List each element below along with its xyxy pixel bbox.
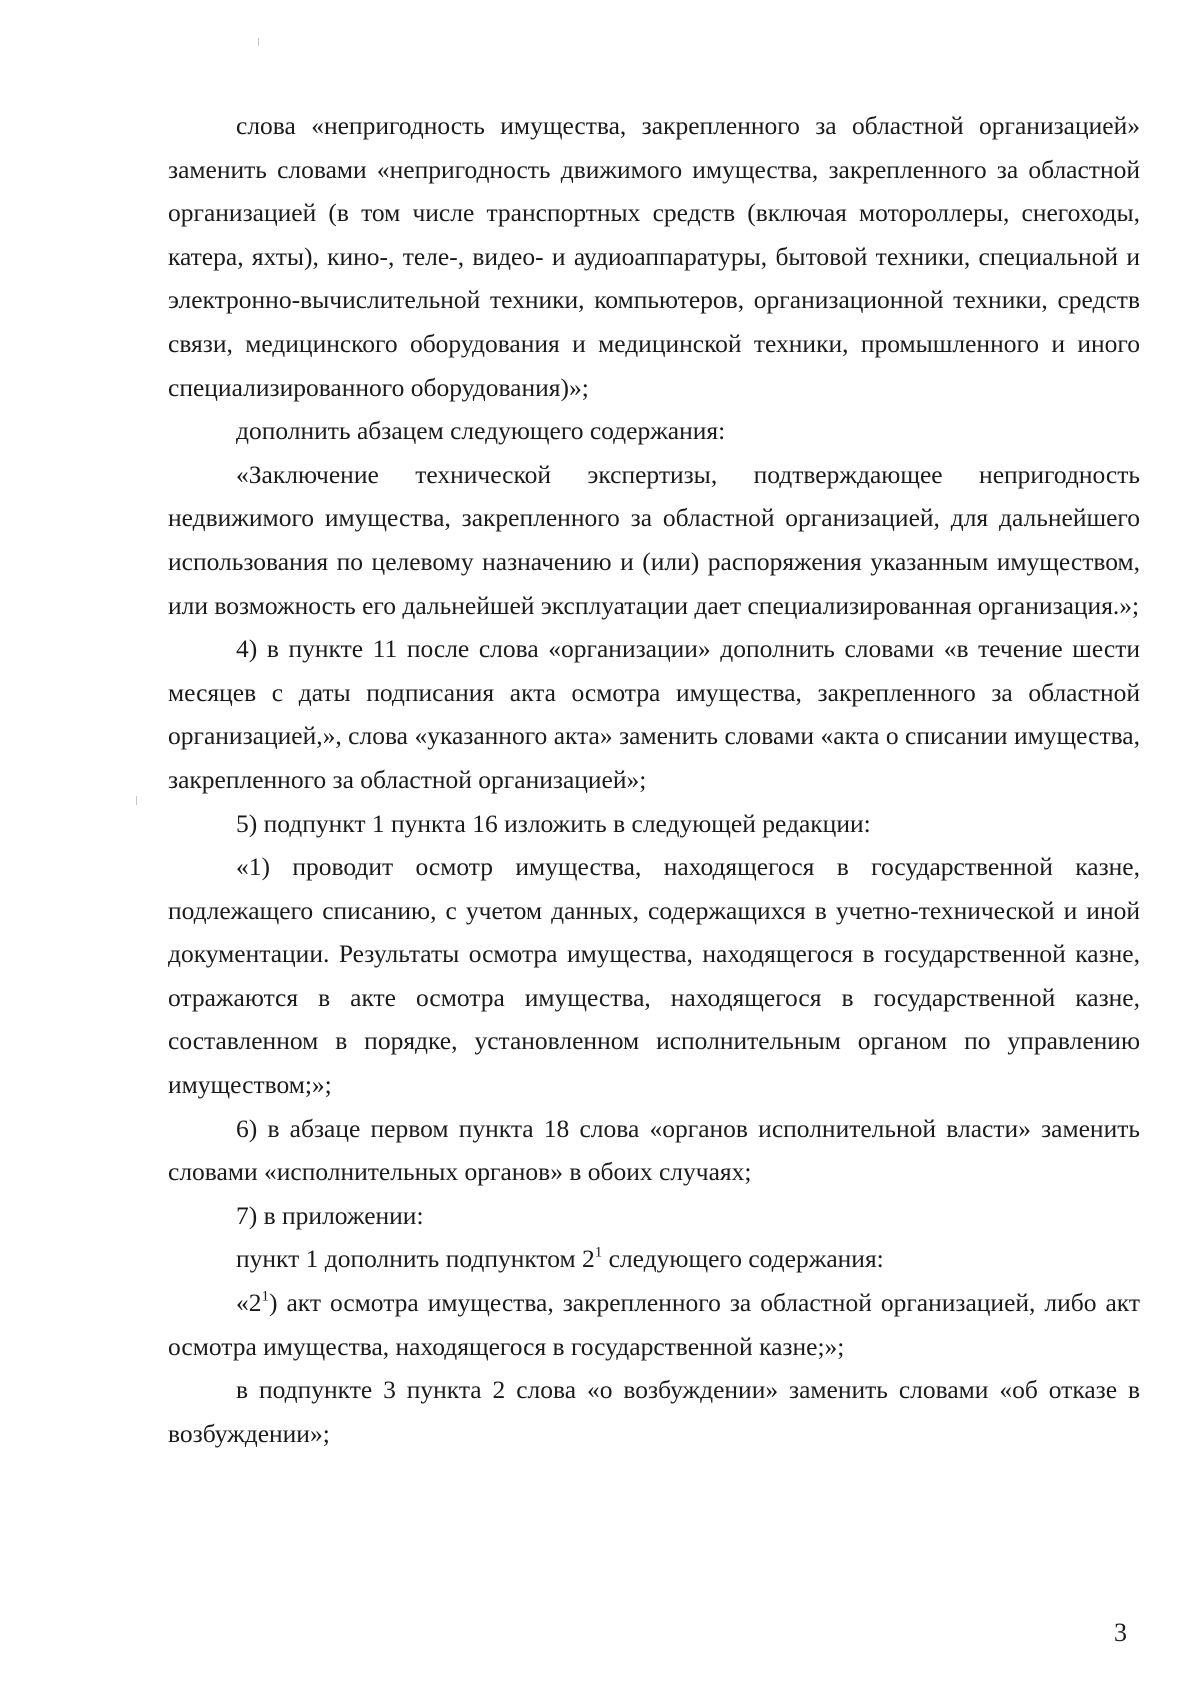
paragraph-5: 5) подпункт 1 пункта 16 изложить в следующей редакции: <box>236 808 871 838</box>
superscript-one: 1 <box>261 1288 269 1305</box>
page-number: 3 <box>1114 1618 1127 1647</box>
paragraph-9-text-start: пункт 1 дополнить подпунктом 2 <box>236 1244 595 1274</box>
scan-mark-left <box>136 796 137 805</box>
paragraph-10 <box>168 1281 1140 1368</box>
paragraph-10-text-start: «2 <box>236 1288 262 1318</box>
paragraph-3: «Заключение технической экспертизы, подтверждающее непригодность недвижимого имущества, закрепленного за областной организацией, для дальнейшего использования по целевому назначению и (или) распоряжения указанным имуществом, или возможность его дальнейшей эксплуатации дает специализированная организация.»; <box>168 459 1140 620</box>
paragraph-4: 4) в пункте 11 после слова «организации» дополнить словами «в течение шести месяцев с даты подписания акта осмотра имущества, закрепленного за областной организацией,», слова «указанного акта» заменить словами «акта о списании имущества, закрепленного за областной организацией»; <box>168 634 1140 794</box>
paragraph-8: 7) в приложении: <box>236 1200 424 1230</box>
paragraph-11: в подпункте 3 пункта 2 слова «о возбуждении» заменить словами «об отказе в возбуждении»; <box>168 1375 1140 1448</box>
paragraph-2: дополнить абзацем следующего содержания: <box>236 416 726 446</box>
paragraph-7: 6) в абзаце первом пункта 18 слова «органов исполнительной власти» заменить словами «исполнительных органов» в обоих случаях; <box>168 1113 1140 1187</box>
superscript-one: 1 <box>594 1244 603 1261</box>
paragraph-1: слова «непригодность имущества, закрепленного за областной организацией» заменить словами «непригодность движимого имущества, закрепленного за областной организацией (в том числе транспортных средств (включая мотороллеры, снегоходы, катера, яхты), кино-, теле-, видео- и аудиоаппаратуры, бытовой техники, специальной и электронно-вычислительной техники, компьютеров, организационной техники, средств связи, медицинского оборудования и медицинской техники, промышленного и иного специализированного оборудования)»; <box>168 111 1140 402</box>
paragraph-10-text-end: ) акт осмотра имущества, закрепленного за областной организацией, либо акт осмотра имущества, находящегося в государственной казне;»; <box>168 1288 1140 1361</box>
paragraph-9-text-end: следующего содержания: <box>602 1244 884 1274</box>
paragraph-9 <box>168 1237 1140 1281</box>
document-body <box>168 104 1140 1455</box>
scan-mark-top <box>258 38 259 46</box>
paragraph-6: «1) проводит осмотр имущества, находящегося в государственной казне, подлежащего списанию, с учетом данных, содержащихся в учетно-технической и иной документации. Результаты осмотра имущества, находящегося в государственной казне, отражаются в акте осмотра имущества, находящегося в государственной казне, составленном в порядке, установленном исполнительным органом по управлению имуществом;»; <box>168 852 1140 1100</box>
